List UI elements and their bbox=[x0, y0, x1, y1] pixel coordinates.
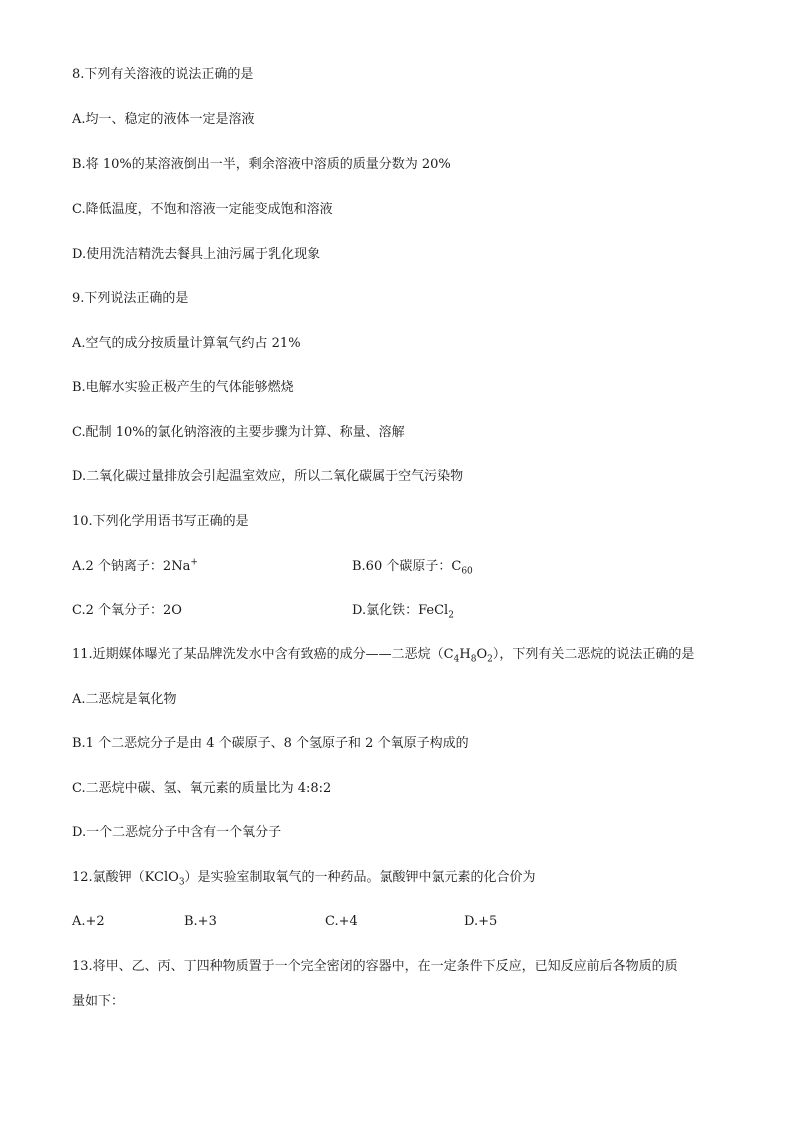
q9-option-a: A.空气的成分按质量计算氧气约占 21% bbox=[72, 336, 301, 351]
q9-option-b: B.电解水实验正极产生的气体能够燃烧 bbox=[72, 380, 294, 395]
q8-option-b: B.将 10%的某溶液倒出一半，剩余溶液中溶质的质量分数为 20% bbox=[72, 157, 451, 172]
q11-option-b: B.1 个二恶烷分子是由 4 个碳原子、8 个氢原子和 2 个氧原子构成的 bbox=[72, 736, 469, 751]
q10-option-a: A.2 个钠离子：2Na+ bbox=[72, 557, 198, 574]
q9-option-c: C.配制 10%的氯化钠溶液的主要步骤为计算、称量、溶解 bbox=[72, 425, 405, 440]
q9-stem: 9.下列说法正确的是 bbox=[72, 291, 189, 306]
q11-option-a: A.二恶烷是氧化物 bbox=[72, 692, 177, 707]
q13-stem-line1: 13.将甲、乙、丙、丁四种物质置于一个完全密闭的容器中，在一定条件下反应，已知反应前后各物质的质 bbox=[72, 959, 678, 974]
q12-stem: 12.氯酸钾（KClO$_3$）是实验室制取氧气的一种药品。氯酸钾中氯元素的化合价为 bbox=[72, 870, 536, 888]
q13-stem-line2: 量如下： bbox=[72, 994, 125, 1009]
q10-option-c: C.2 个氧分子：2O bbox=[72, 603, 182, 618]
q12-option-a: A.+2 bbox=[72, 914, 105, 929]
q10-option-b: B.60 个碳原子：$C_{60}$ bbox=[352, 559, 473, 577]
q11-stem: 11.近期媒体曝光了某品牌洗发水中含有致癌的成分——二恶烷$(C_4H_8O_2)$，下列有关二恶烷的说法正确的是 bbox=[72, 647, 695, 665]
q8-option-c: C.降低温度，不饱和溶液一定能变成饱和溶液 bbox=[72, 202, 333, 217]
q8-option-d: D.使用洗洁精洗去餐具上油污属于乳化现象 bbox=[72, 247, 321, 262]
q10-stem: 10.下列化学用语书写正确的是 bbox=[72, 514, 249, 529]
q8-option-a: A.均一、稳定的液体一定是溶液 bbox=[72, 112, 255, 127]
q11-option-c: C.二恶烷中碳、氢、氧元素的质量比为 4:8:2 bbox=[72, 781, 332, 796]
q10-option-d: D.氯化铁：FeCl$_2$ bbox=[352, 603, 454, 621]
q9-option-d: D.二氧化碳过量排放会引起温室效应，所以二氧化碳属于空气污染物 bbox=[72, 469, 464, 484]
q12-option-b: B.+3 bbox=[184, 914, 217, 929]
q12-option-c: C.+4 bbox=[325, 914, 358, 929]
q12-option-d: D.+5 bbox=[464, 914, 498, 929]
q8-stem: 8.下列有关溶液的说法正确的是 bbox=[72, 67, 254, 82]
q11-option-d: D.一个二恶烷分子中含有一个氧分子 bbox=[72, 825, 282, 840]
